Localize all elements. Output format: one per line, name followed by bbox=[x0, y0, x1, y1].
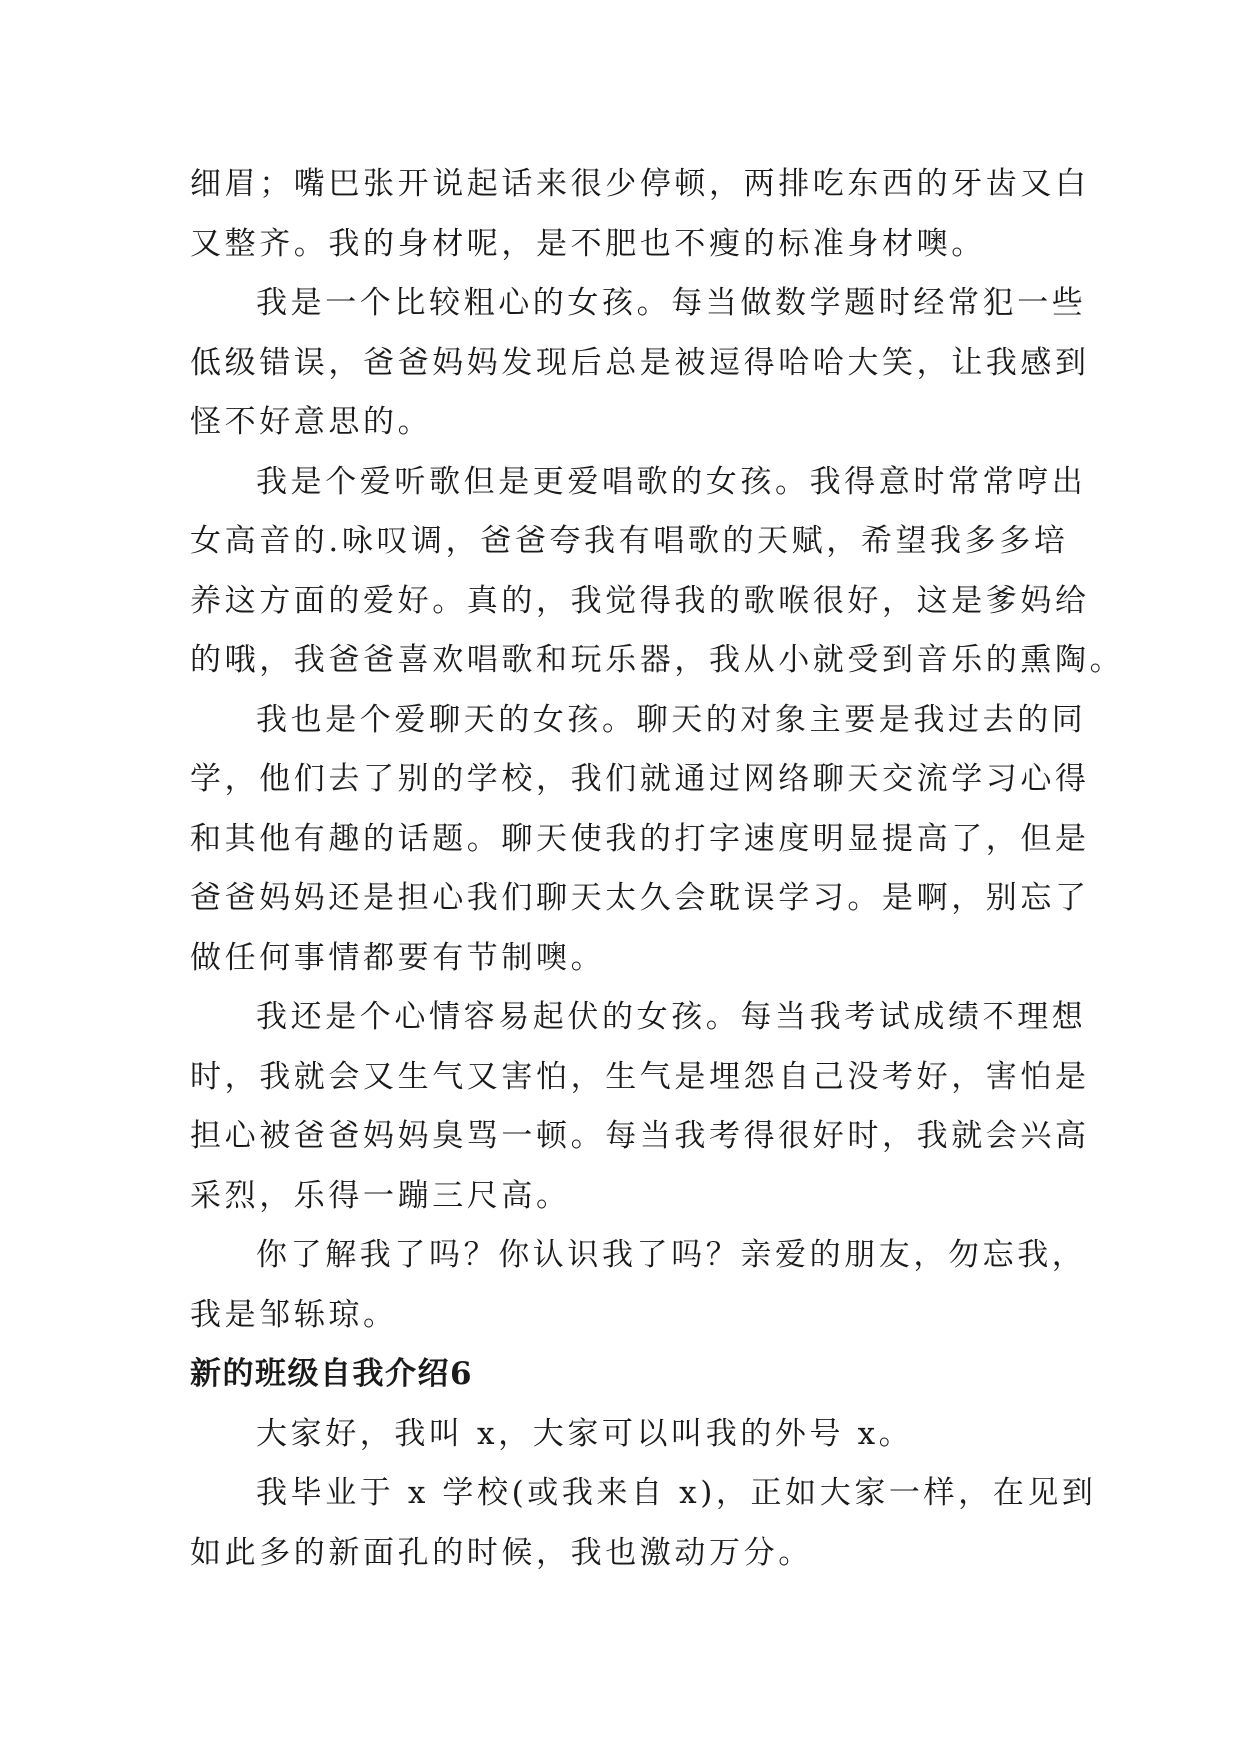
text-line: 你了解我了吗？你认识我了吗？亲爱的朋友，勿忘我， bbox=[256, 1237, 1087, 1273]
text-line: 学，他们去了别的学校，我们就通过网络聊天交流学习心得 bbox=[190, 761, 1090, 797]
text-line: 我也是个爱聊天的女孩。聊天的对象主要是我过去的同 bbox=[256, 701, 1087, 738]
text-line: 细眉；嘴巴张开说起话来很少停顿，两排吃东西的牙齿又白 bbox=[190, 166, 1090, 202]
text-line: 采烈，乐得一蹦三尺高。 bbox=[190, 1177, 571, 1214]
text-line: 低级错误，爸爸妈妈发现后总是被逗得哈哈大笑，让我感到 bbox=[190, 344, 1090, 381]
paragraph-closing bbox=[190, 1226, 1087, 1345]
text-line: 怪不好意思的。 bbox=[190, 404, 433, 440]
text-line: 大家好，我叫 x，大家可以叫我的外号 x。 bbox=[256, 1415, 914, 1452]
text-line: 如此多的新面孔的时候，我也激动万分。 bbox=[190, 1534, 813, 1571]
text-line: 养这方面的爱好。真的，我觉得我的歌喉很好，这是爹妈给 bbox=[190, 582, 1090, 619]
text-line: 担心被爸爸妈妈臭骂一顿。每当我考得很好时，我就会兴高 bbox=[190, 1118, 1090, 1154]
text-line: 做任何事情都要有节制噢。 bbox=[190, 939, 606, 976]
paragraph-greeting bbox=[190, 1405, 1050, 1465]
text-line: 和其他有趣的话题。聊天使我的打字速度明显提高了，但是 bbox=[190, 820, 1090, 857]
text-line: 我还是个心情容易起伏的女孩。每当我考试成绩不理想 bbox=[256, 999, 1087, 1035]
section-heading: 新的班级自我介绍6 bbox=[190, 1356, 474, 1392]
text-line: 又整齐。我的身材呢，是不肥也不瘦的标准身材噢。 bbox=[190, 225, 986, 262]
text-line: 的哦，我爸爸喜欢唱歌和玩乐器，我从小就受到音乐的熏陶。 bbox=[190, 642, 1125, 678]
text-line: 我是一个比较粗心的女孩。每当做数学题时经常犯一些 bbox=[256, 285, 1087, 321]
paragraph-mood bbox=[190, 988, 1090, 1226]
text-line: 女高音的.咏叹调，爸爸夸我有唱歌的天赋，希望我多多培 bbox=[190, 523, 1069, 559]
paragraph-careless bbox=[190, 274, 1090, 453]
document-page bbox=[190, 155, 1125, 1583]
paragraph-singing bbox=[190, 453, 1125, 691]
paragraph-school bbox=[190, 1464, 1097, 1583]
text-line: 我毕业于 x 学校(或我来自 x)，正如大家一样，在见到 bbox=[256, 1475, 1097, 1511]
text-line: 时，我就会又生气又害怕，生气是埋怨自己没考好，害怕是 bbox=[190, 1058, 1090, 1095]
paragraph-chatting bbox=[190, 691, 1090, 989]
text-line: 我是邹轹琼。 bbox=[190, 1296, 398, 1333]
text-line: 我是个爱听歌但是更爱唱歌的女孩。我得意时常常哼出 bbox=[256, 463, 1087, 500]
paragraph-appearance bbox=[190, 155, 1090, 274]
text-line: 爸爸妈妈还是担心我们聊天太久会耽误学习。是啊，别忘了 bbox=[190, 880, 1090, 916]
